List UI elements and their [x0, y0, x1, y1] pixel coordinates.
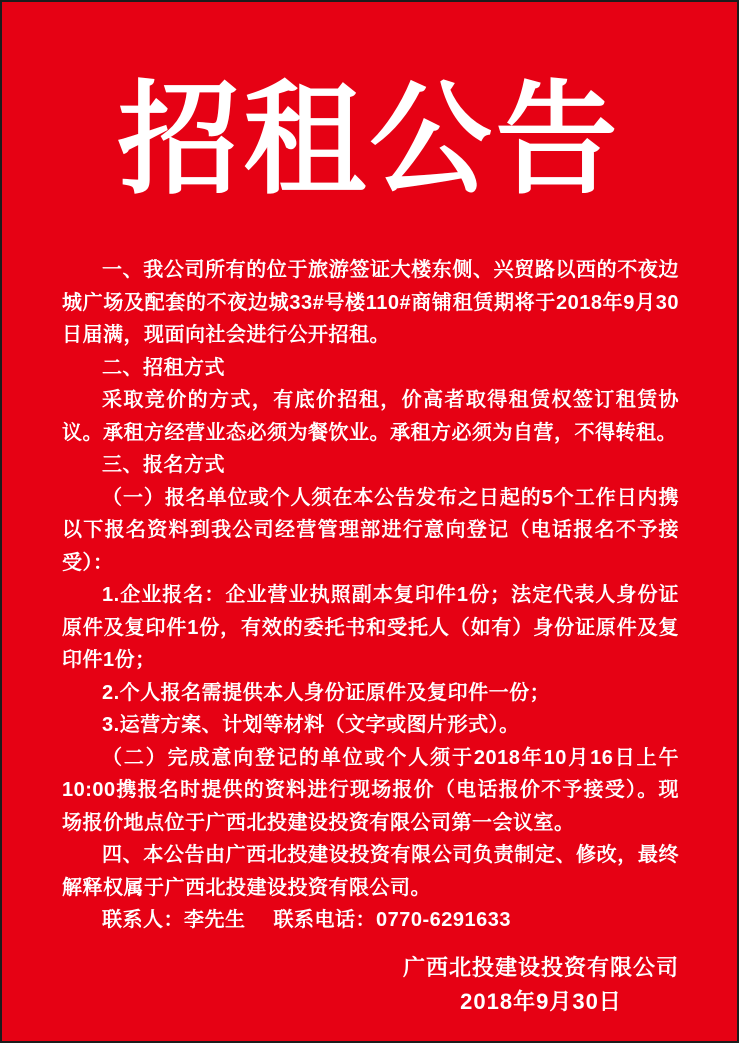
- poster-body: [62, 254, 679, 937]
- registration-intro-paragraph: （一）报名单位或个人须在本公告发布之日起的5个工作日内携以下报名资料到我公司经营管理部进行意向登记（电话报名不予接受）：: [62, 486, 679, 574]
- heading-registration-method: 三、报名方式: [102, 454, 225, 476]
- contact-phone-label: 联系电话：: [273, 909, 376, 931]
- rental-method-paragraph: 采取竞价的方式，有底价招租，价高者取得租赁权签订租赁协议。承租方经营业态必须为餐饮业。承租方必须为自营，不得转租。: [62, 389, 679, 444]
- individual-registration-item: 2.个人报名需提供本人身份证原件及复印件一份；: [102, 681, 551, 704]
- intro-paragraph: 一、我公司所有的位于旅游签证大楼东侧、兴贸路以西的不夜边城广场及配套的不夜边城33#号楼110#商铺租赁期将于2018年9月30日届满，现面向社会进行公开招租。: [62, 259, 679, 346]
- contact-phone-number: 0770-6291633: [376, 909, 512, 931]
- heading-rental-method: 二、招租方式: [102, 356, 225, 379]
- poster-title: 招租公告: [117, 67, 622, 211]
- signature-company: 广西北投建设投资有限公司: [402, 954, 679, 980]
- enterprise-registration-item: 1.企业报名：企业营业执照副本复印件1份；法定代表人身份证原件及复印件1份，有效的委托书和受托人（如有）身份证原件及复印件1份；: [62, 584, 679, 671]
- contact-person-label: 联系人：: [102, 909, 184, 931]
- contact-line: [62, 904, 679, 937]
- onsite-bidding-paragraph: （二）完成意向登记的单位或个人须于2018年10月16日上午10:00携报名时提供的资料进行现场报价（电话报价不予接受）。现场报价地点位于广西北投建设投资有限公司第一会议室。: [62, 746, 679, 834]
- contact-person-name: 李先生: [184, 909, 246, 931]
- interpretation-rights-paragraph: 四、本公告由广西北投建设投资有限公司负责制定、修改，最终解释权属于广西北投建设投资有限公司。: [62, 844, 679, 899]
- operation-plan-item: 3.运营方案、计划等材料（文字或图片形式）。: [102, 714, 520, 736]
- signature-date: 2018年9月30日: [460, 988, 622, 1014]
- signature-block: [403, 951, 679, 1019]
